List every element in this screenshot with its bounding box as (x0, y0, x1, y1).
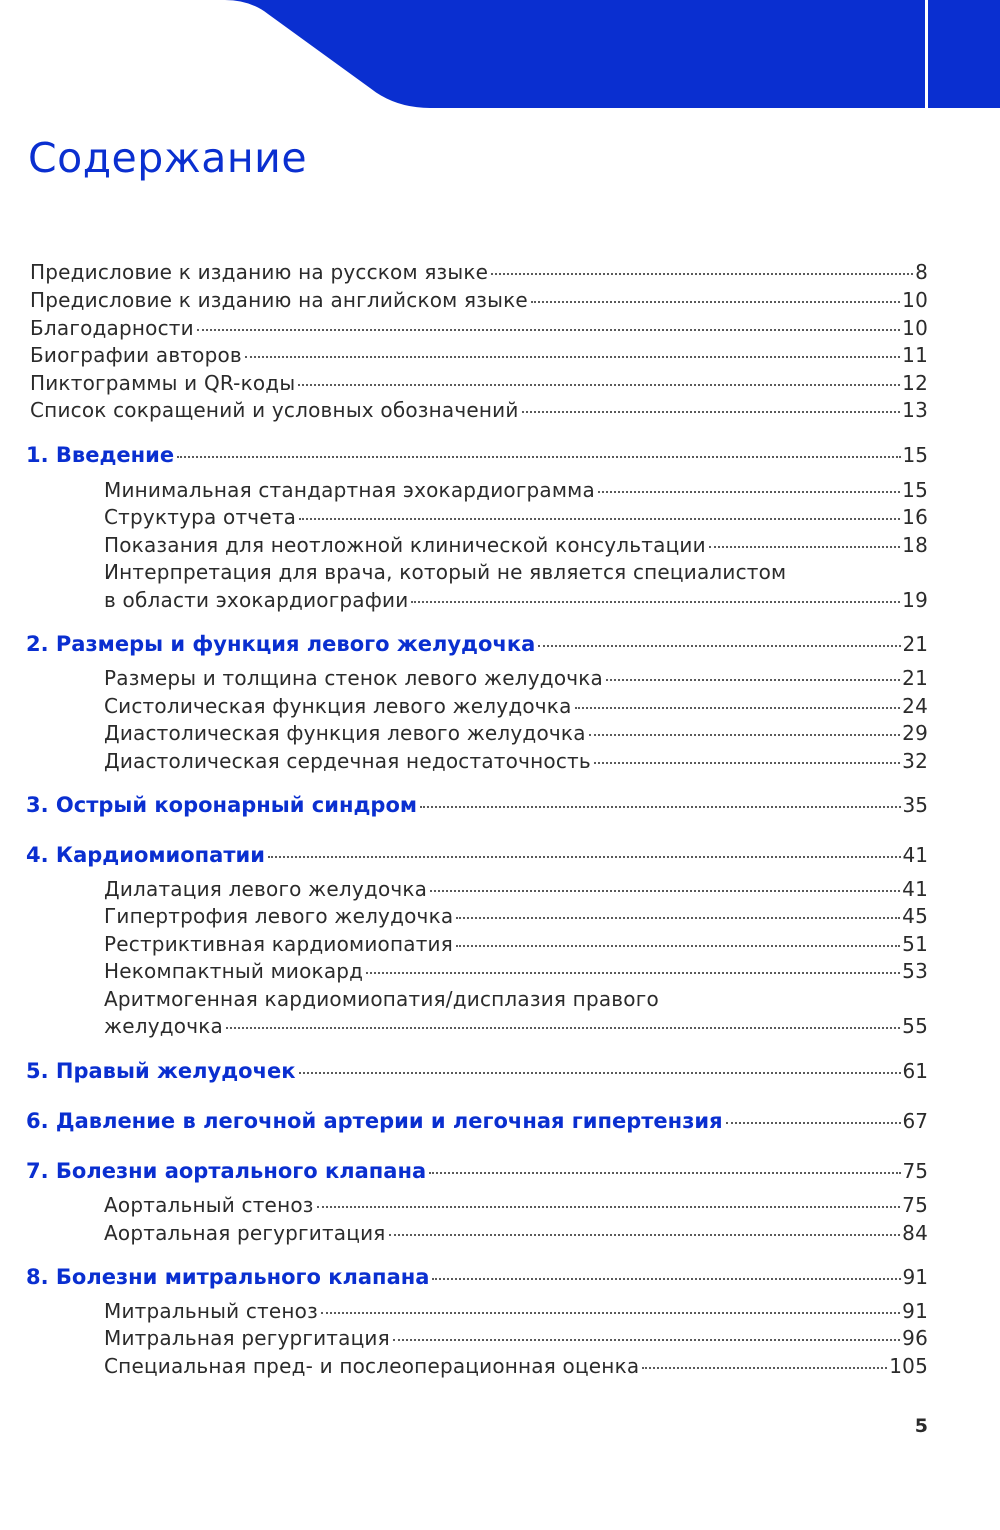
leader-dots (366, 972, 900, 974)
toc-chapter-4[interactable] (26, 843, 928, 867)
leader-dots (575, 707, 901, 709)
toc-section[interactable] (104, 505, 928, 529)
leader-dots (594, 762, 900, 764)
toc-entry-acknowledgements[interactable] (30, 316, 928, 340)
toc-section[interactable] (104, 959, 928, 983)
toc-section-label: Размеры и толщина стенок левого желудочка (104, 666, 604, 690)
leader-dots (299, 518, 900, 520)
toc-section-page: 51 (902, 932, 928, 956)
leader-dots (317, 1206, 901, 1208)
leader-dots (589, 734, 900, 736)
toc-section-label-line1: Интерпретация для врача, который не является специалистом (104, 560, 787, 584)
toc-section[interactable] (104, 666, 928, 690)
toc-chapter-6[interactable] (26, 1109, 928, 1133)
toc-section-label: Некомпактный миокард (104, 959, 364, 983)
toc-chapter-7[interactable] (26, 1159, 928, 1183)
toc-entry-page: 13 (902, 398, 928, 422)
leader-dots (432, 1278, 900, 1280)
toc-entry-label: Предисловие к изданию на английском языке (30, 288, 528, 312)
leader-dots (321, 1312, 900, 1314)
toc-section-page: 32 (902, 749, 928, 773)
toc-section[interactable] (104, 721, 928, 745)
page-number: 5 (914, 1415, 928, 1437)
leader-dots (245, 356, 900, 358)
leader-dots (538, 645, 900, 647)
toc-entry-label: Предисловие к изданию на русском языке (30, 260, 489, 284)
toc-chapter-1[interactable] (26, 443, 928, 467)
leader-dots (491, 273, 913, 275)
leader-dots (606, 679, 900, 681)
toc-chapter-label: 2. Размеры и функция левого желудочка (26, 632, 536, 656)
toc-chapter-page: 15 (902, 443, 928, 467)
toc-section-label: Рестриктивная кардиомиопатия (104, 932, 453, 956)
leader-dots (456, 917, 900, 919)
toc-entry-page: 8 (915, 260, 928, 284)
toc-entry-preface-russian[interactable] (30, 260, 928, 284)
toc-chapter-label: 6. Давление в легочной артерии и легочная гипертензия (26, 1109, 723, 1133)
leader-dots (298, 384, 900, 386)
toc-section-label: Аортальный стеноз (104, 1193, 314, 1217)
leader-dots (430, 890, 900, 892)
toc-entry-page: 10 (902, 288, 928, 312)
toc-section-label: Диастолическая функция левого желудочка (104, 721, 586, 745)
toc-entry-label: Благодарности (30, 316, 194, 340)
toc-chapter-5[interactable] (26, 1059, 928, 1083)
toc-section-label: Структура отчета (104, 505, 297, 529)
toc-chapter-8[interactable] (26, 1265, 928, 1289)
toc-section-page: 45 (902, 904, 928, 928)
toc-chapter-2[interactable] (26, 632, 928, 656)
toc-section-page: 105 (889, 1354, 928, 1378)
toc-section-page: 15 (902, 478, 928, 502)
toc-chapter-label: 3. Острый коронарный синдром (26, 793, 418, 817)
toc-section-page: 84 (902, 1221, 928, 1245)
toc-entry-page: 11 (902, 343, 928, 367)
toc-entry-page: 10 (902, 316, 928, 340)
toc-entry-preface-english[interactable] (30, 288, 928, 312)
toc-chapter-label: 7. Болезни аортального клапана (26, 1159, 427, 1183)
page-title: Содержание (28, 134, 308, 182)
leader-dots (268, 856, 901, 858)
leader-dots (456, 945, 900, 947)
toc-chapter-page: 41 (902, 843, 928, 867)
leader-dots (389, 1234, 901, 1236)
leader-dots (598, 491, 900, 493)
toc-chapter-page: 21 (902, 632, 928, 656)
toc-entry-page: 12 (902, 371, 928, 395)
toc-entry-label: Пиктограммы и QR-коды (30, 371, 296, 395)
toc-section[interactable] (104, 1193, 928, 1217)
toc-section-label: Митральный стеноз (104, 1299, 318, 1323)
toc-section[interactable] (104, 533, 928, 557)
toc-section[interactable] (104, 588, 928, 612)
toc-section[interactable] (104, 904, 928, 928)
leader-dots (420, 806, 900, 808)
toc-chapter-page: 35 (902, 793, 928, 817)
toc-section-label: Специальная пред- и послеоперационная оценка (104, 1354, 640, 1378)
toc-chapter-3[interactable] (26, 793, 928, 817)
toc-section-page: 55 (902, 1014, 928, 1038)
toc-section-label-line1: Аритмогенная кардиомиопатия/дисплазия правого (104, 987, 659, 1011)
toc-section-page: 24 (902, 694, 928, 718)
toc-section-label: Диастолическая сердечная недостаточность (104, 749, 591, 773)
leader-dots (429, 1172, 900, 1174)
toc-section[interactable] (104, 1354, 928, 1378)
toc-entry-pictograms[interactable] (30, 371, 928, 395)
toc-section-page: 16 (902, 505, 928, 529)
toc-section[interactable] (104, 694, 928, 718)
toc-section[interactable] (104, 749, 928, 773)
leader-dots (411, 601, 900, 603)
leader-dots (522, 411, 901, 413)
toc-section-page: 29 (902, 721, 928, 745)
toc-section-label: желудочка (104, 1014, 223, 1038)
toc-section-label: Минимальная стандартная эхокардиограмма (104, 478, 595, 502)
toc-entry-label: Биографии авторов (30, 343, 242, 367)
toc-section-label: Дилатация левого желудочка (104, 877, 428, 901)
toc-section-label: Митральная регургитация (104, 1326, 390, 1350)
toc-section-page: 91 (902, 1299, 928, 1323)
toc-section-page: 75 (902, 1193, 928, 1217)
toc-section-page: 41 (902, 877, 928, 901)
toc-section-label: Гипертрофия левого желудочка (104, 904, 454, 928)
toc-section[interactable] (104, 1326, 928, 1350)
toc-section-label: Систолическая функция левого желудочка (104, 694, 572, 718)
leader-dots (177, 456, 900, 458)
toc-chapter-page: 67 (902, 1109, 928, 1133)
toc-section-page: 21 (902, 666, 928, 690)
toc-section[interactable] (104, 932, 928, 956)
toc-section-label: Показания для неотложной клинической консультации (104, 533, 706, 557)
toc-section-label: Аортальная регургитация (104, 1221, 386, 1245)
toc-section-page: 53 (902, 959, 928, 983)
toc-chapter-page: 75 (902, 1159, 928, 1183)
leader-dots (226, 1027, 900, 1029)
leader-dots (531, 301, 900, 303)
toc-chapter-label: 1. Введение (26, 443, 175, 467)
toc-chapter-page: 61 (902, 1059, 928, 1083)
leader-dots (642, 1367, 887, 1369)
toc-entry-label: Список сокращений и условных обозначений (30, 398, 519, 422)
toc-section-page: 96 (902, 1326, 928, 1350)
leader-dots (709, 546, 900, 548)
leader-dots (393, 1339, 900, 1341)
toc-chapter-label: 5. Правый желудочек (26, 1059, 296, 1083)
toc-section[interactable] (104, 1014, 928, 1038)
toc-entry-author-bios[interactable] (30, 343, 928, 367)
toc-section[interactable] (104, 1221, 928, 1245)
toc-section-page: 18 (902, 533, 928, 557)
toc-section[interactable] (104, 478, 928, 502)
toc-chapter-label: 4. Кардиомиопатии (26, 843, 265, 867)
toc-section[interactable] (104, 1299, 928, 1323)
toc-entry-abbreviations[interactable] (30, 398, 928, 422)
toc-section[interactable] (104, 877, 928, 901)
header-band-shape (0, 0, 1000, 108)
toc-section-page: 19 (902, 588, 928, 612)
toc-chapter-page: 91 (902, 1265, 928, 1289)
leader-dots (726, 1122, 901, 1124)
leader-dots (197, 329, 900, 331)
header-band (0, 0, 1000, 108)
leader-dots (299, 1072, 901, 1074)
toc-chapter-label: 8. Болезни митрального клапана (26, 1265, 430, 1289)
toc-section-label: в области эхокардиографии (104, 588, 409, 612)
